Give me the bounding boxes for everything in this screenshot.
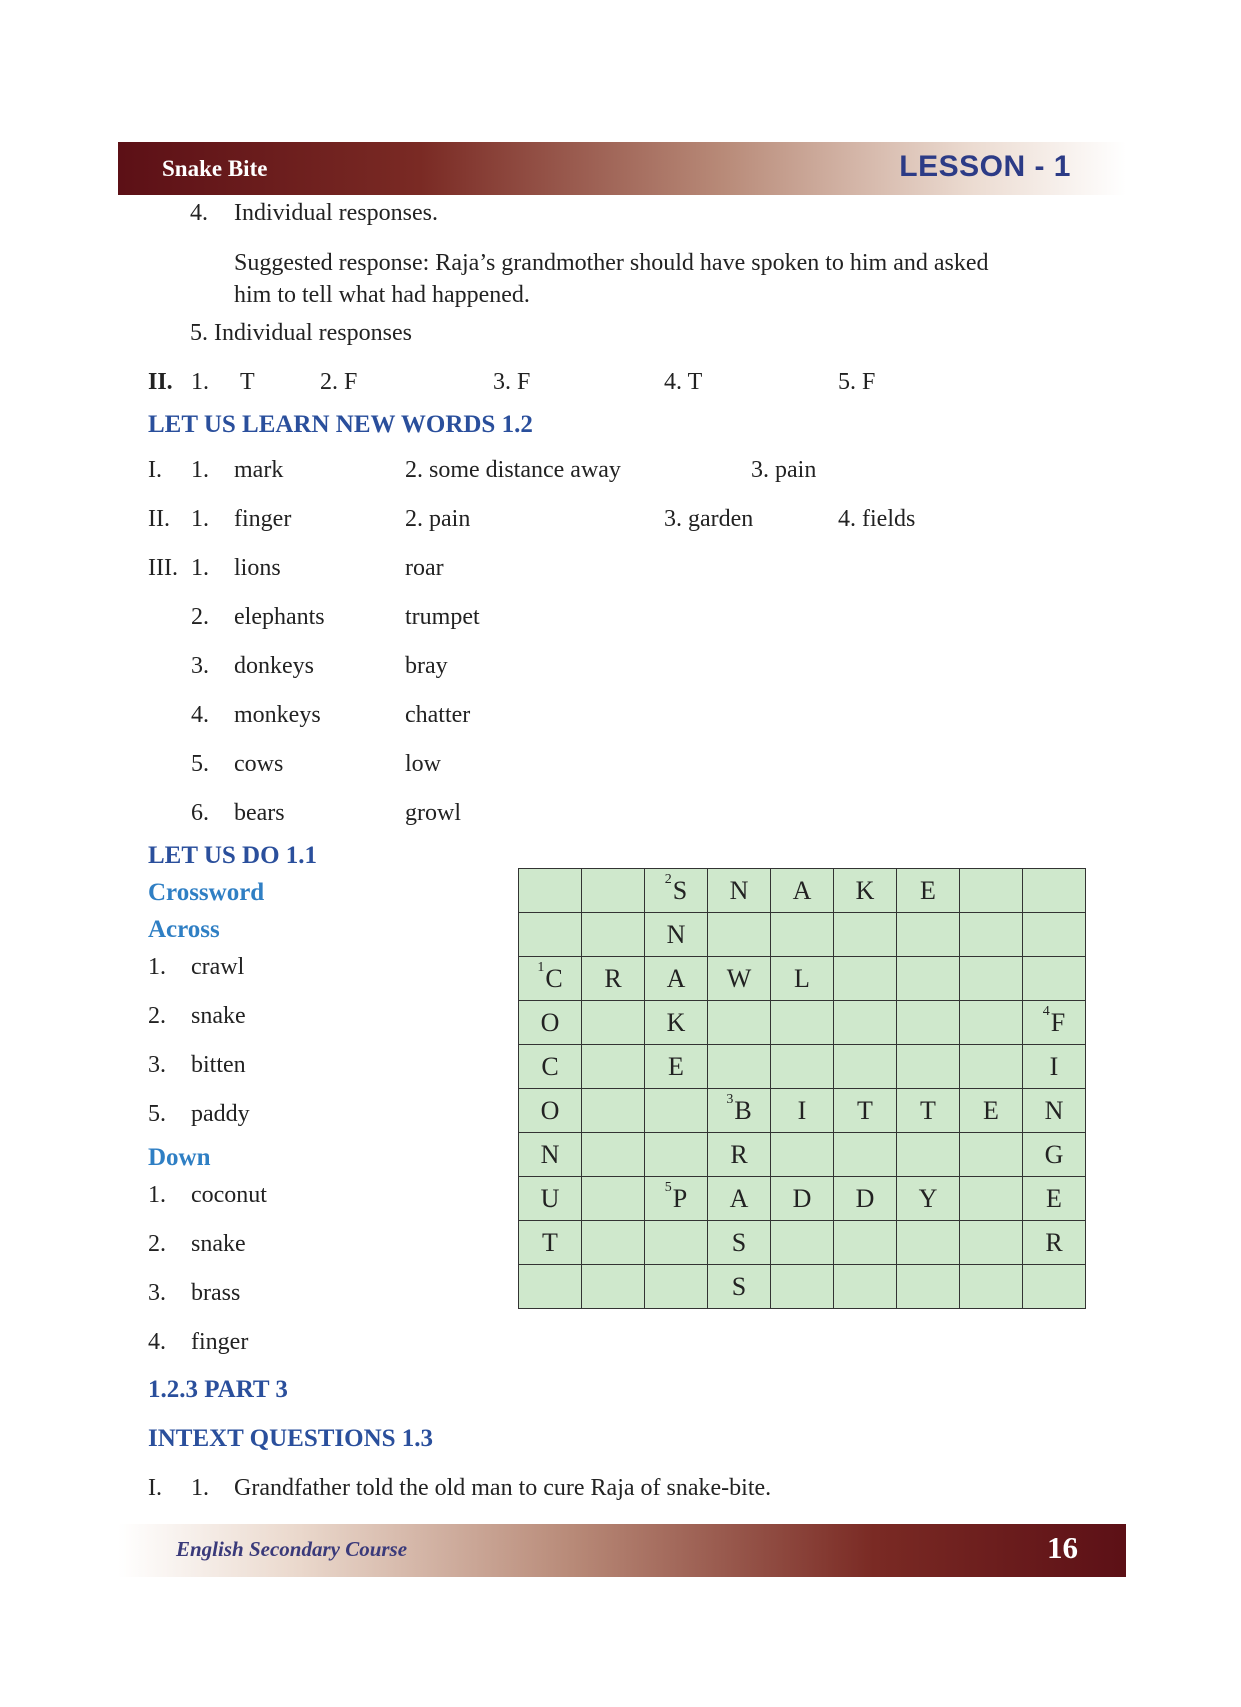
crossword-cell <box>519 1265 582 1309</box>
q4-suggested-line2: him to tell what had happened. <box>234 282 530 308</box>
course-name: English Secondary Course <box>176 1537 408 1561</box>
crossword-letter: D <box>792 1183 812 1213</box>
crossword-cell <box>834 1265 897 1309</box>
crossword-cell <box>645 1045 708 1089</box>
crossword-cell <box>1023 957 1086 1001</box>
words-III-sound: bray <box>405 653 448 679</box>
words-III-sound: trumpet <box>405 604 480 630</box>
crossword-cell <box>897 1221 960 1265</box>
crossword-row <box>519 1001 1086 1045</box>
clue-number: 2 <box>664 871 672 887</box>
section-heading-intext: INTEXT QUESTIONS 1.3 <box>148 1425 434 1452</box>
crossword-letter: C <box>541 1051 559 1081</box>
crossword-cell <box>582 913 645 957</box>
section-heading-words: LET US LEARN NEW WORDS 1.2 <box>148 411 533 438</box>
crossword-cell <box>834 1221 897 1265</box>
crossword-cell <box>582 1045 645 1089</box>
words-III-animal: bears <box>234 800 285 826</box>
across-clue-word: bitten <box>191 1052 246 1078</box>
words-III-num: 5. <box>191 751 209 777</box>
crossword-row <box>519 1265 1086 1309</box>
words-II-label: II. <box>148 506 170 532</box>
down-clue-word: snake <box>191 1231 246 1257</box>
crossword-cell <box>960 1221 1023 1265</box>
crossword-cell <box>834 869 897 913</box>
down-clue-word: brass <box>191 1280 241 1306</box>
across-clue-num: 1. <box>148 954 166 980</box>
crossword-cell <box>519 1177 582 1221</box>
crossword-cell <box>1023 1265 1086 1309</box>
tf-answer5: 5. F <box>838 369 876 395</box>
crossword-cell <box>897 1133 960 1177</box>
crossword-cell <box>960 1001 1023 1045</box>
down-clue-num: 1. <box>148 1182 166 1208</box>
crossword-cell <box>897 869 960 913</box>
crossword-cell <box>582 1177 645 1221</box>
across-heading: Across <box>148 916 220 943</box>
intext-answer: Grandfather told the old man to cure Raja of snake-bite. <box>234 1475 772 1501</box>
crossword-letter: W <box>726 963 752 993</box>
crossword-cell <box>1023 1221 1086 1265</box>
crossword-cell <box>897 1045 960 1089</box>
crossword-cell <box>645 913 708 957</box>
crossword-cell <box>645 869 708 913</box>
crossword-letter: R <box>730 1139 748 1169</box>
words-II-answer4: 4. fields <box>838 506 916 532</box>
crossword-cell <box>1023 1045 1086 1089</box>
words-I-answer1: mark <box>234 457 284 483</box>
crossword-row <box>519 1045 1086 1089</box>
crossword-letter: A <box>792 875 812 905</box>
crossword-cell <box>582 1221 645 1265</box>
crossword-cell <box>519 1133 582 1177</box>
crossword-cell <box>771 1133 834 1177</box>
crossword-letter: B <box>734 1095 752 1125</box>
crossword-cell <box>645 1001 708 1045</box>
crossword-letter: S <box>731 1227 747 1257</box>
words-III-animal: elephants <box>234 604 325 630</box>
crossword-cell <box>834 1045 897 1089</box>
crossword-cell <box>960 913 1023 957</box>
crossword-cell <box>1023 1001 1086 1045</box>
crossword-letter: T <box>857 1095 873 1125</box>
words-II-num: 1. <box>191 506 209 532</box>
crossword-cell <box>519 1045 582 1089</box>
crossword-cell <box>708 1001 771 1045</box>
crossword-cell <box>708 1089 771 1133</box>
crossword-cell <box>834 1133 897 1177</box>
words-I-answer3: 3. pain <box>751 457 817 483</box>
crossword-grid <box>518 868 1086 1309</box>
words-I-label: I. <box>148 457 162 483</box>
across-clue-num: 3. <box>148 1052 166 1078</box>
words-III-num: 1. <box>191 555 209 581</box>
crossword-cell <box>582 869 645 913</box>
crossword-cell <box>1023 913 1086 957</box>
words-III-sound: chatter <box>405 702 471 728</box>
crossword-cell <box>897 1089 960 1133</box>
down-clue-word: finger <box>191 1329 249 1355</box>
words-III-sound: growl <box>405 800 461 826</box>
crossword-row <box>519 913 1086 957</box>
across-clue-word: snake <box>191 1003 246 1029</box>
crossword-cell <box>834 1177 897 1221</box>
crossword-letter: R <box>604 963 622 993</box>
crossword-cell <box>582 1089 645 1133</box>
crossword-cell <box>834 1089 897 1133</box>
crossword-cell <box>519 1089 582 1133</box>
across-clue-num: 5. <box>148 1101 166 1127</box>
crossword-cell <box>645 1265 708 1309</box>
crossword-cell <box>708 1265 771 1309</box>
crossword-cell <box>771 957 834 1001</box>
crossword-cell <box>645 957 708 1001</box>
words-I-num: 1. <box>191 457 209 483</box>
crossword-row <box>519 1089 1086 1133</box>
crossword-cell <box>960 869 1023 913</box>
crossword-letter: N <box>1044 1095 1064 1125</box>
crossword-cell <box>582 957 645 1001</box>
crossword-letter: E <box>920 875 936 905</box>
words-II-answer3: 3. garden <box>664 506 754 532</box>
page-number: 16 <box>1047 1530 1078 1565</box>
crossword-letter: F <box>1050 1007 1066 1037</box>
words-III-num: 4. <box>191 702 209 728</box>
q4-text: Individual responses. <box>234 200 438 226</box>
crossword-cell <box>519 913 582 957</box>
crossword-cell <box>519 1221 582 1265</box>
crossword-cell <box>960 957 1023 1001</box>
crossword-cell <box>1023 1177 1086 1221</box>
tf-label: II. <box>148 369 173 395</box>
chapter-title: Snake Bite <box>162 156 268 181</box>
crossword-cell <box>645 1177 708 1221</box>
crossword-cell <box>771 1221 834 1265</box>
crossword-letter: T <box>542 1227 558 1257</box>
crossword-cell <box>897 1177 960 1221</box>
crossword-cell <box>1023 1133 1086 1177</box>
words-III-animal: monkeys <box>234 702 321 728</box>
section-heading-do: LET US DO 1.1 <box>148 842 318 869</box>
words-III-sound: low <box>405 751 441 777</box>
crossword-cell <box>645 1221 708 1265</box>
crossword-letter: I <box>797 1095 807 1125</box>
q5-text: 5. Individual responses <box>190 320 412 346</box>
crossword-cell <box>771 1045 834 1089</box>
crossword-cell <box>708 1177 771 1221</box>
tf-answer3: 3. F <box>493 369 531 395</box>
down-clue-num: 3. <box>148 1280 166 1306</box>
q4-suggested-line1: Suggested response: Raja’s grandmother should have spoken to him and asked <box>234 250 989 276</box>
words-III-animal: cows <box>234 751 284 777</box>
intext-label: I. <box>148 1475 162 1501</box>
crossword-row <box>519 957 1086 1001</box>
crossword-cell <box>708 957 771 1001</box>
lesson-label: LESSON - 1 <box>899 150 1071 183</box>
crossword-cell <box>960 1089 1023 1133</box>
clue-number: 5 <box>664 1179 672 1195</box>
words-III-num: 3. <box>191 653 209 679</box>
crossword-cell <box>771 1177 834 1221</box>
tf-answer1: T <box>240 369 255 395</box>
section-heading-part3: 1.2.3 PART 3 <box>148 1376 288 1403</box>
crossword-cell <box>582 1133 645 1177</box>
crossword-cell <box>834 957 897 1001</box>
crossword-cell <box>645 1133 708 1177</box>
crossword-cell <box>708 1133 771 1177</box>
crossword-letter: R <box>1045 1227 1063 1257</box>
down-heading: Down <box>148 1144 211 1171</box>
crossword-cell <box>834 913 897 957</box>
words-III-animal: lions <box>234 555 281 581</box>
crossword-cell <box>582 1265 645 1309</box>
crossword-letter: S <box>731 1271 747 1301</box>
words-III-num: 2. <box>191 604 209 630</box>
crossword-letter: S <box>672 875 688 905</box>
crossword-cell <box>771 1001 834 1045</box>
crossword-cell <box>708 869 771 913</box>
crossword-cell <box>1023 869 1086 913</box>
q4-number: 4. <box>190 200 208 226</box>
clue-number: 3 <box>726 1091 734 1107</box>
across-clue-word: paddy <box>191 1101 250 1127</box>
crossword-letter: D <box>855 1183 875 1213</box>
crossword-cell <box>897 1001 960 1045</box>
across-clue-num: 2. <box>148 1003 166 1029</box>
crossword-letter: O <box>540 1095 560 1125</box>
down-clue-num: 4. <box>148 1329 166 1355</box>
crossword-cell <box>582 1001 645 1045</box>
crossword-letter: N <box>540 1139 560 1169</box>
crossword-letter: N <box>666 919 686 949</box>
crossword-letter: C <box>545 963 563 993</box>
crossword-cell <box>708 1221 771 1265</box>
crossword-letter: L <box>794 963 810 993</box>
crossword-cell <box>897 957 960 1001</box>
intext-num: 1. <box>191 1475 209 1501</box>
crossword-row <box>519 869 1086 913</box>
crossword-letter: I <box>1049 1051 1059 1081</box>
clue-number: 1 <box>537 959 545 975</box>
crossword-row <box>519 1221 1086 1265</box>
words-III-sound: roar <box>405 555 444 581</box>
crossword-cell <box>519 1001 582 1045</box>
crossword-cell <box>645 1089 708 1133</box>
crossword-letter: U <box>540 1183 560 1213</box>
crossword-cell <box>960 1177 1023 1221</box>
crossword-letter: P <box>672 1183 688 1213</box>
crossword-cell <box>960 1045 1023 1089</box>
down-clue-word: coconut <box>191 1182 267 1208</box>
crossword-letter: K <box>666 1007 686 1037</box>
crossword-cell <box>897 1265 960 1309</box>
words-III-num: 6. <box>191 800 209 826</box>
crossword-row <box>519 1133 1086 1177</box>
crossword-cell <box>897 913 960 957</box>
crossword-letter: E <box>668 1051 684 1081</box>
crossword-letter: E <box>1046 1183 1062 1213</box>
crossword-letter: A <box>729 1183 749 1213</box>
crossword-cell <box>771 1089 834 1133</box>
crossword-cell <box>708 1045 771 1089</box>
crossword-cell <box>1023 1089 1086 1133</box>
crossword-cell <box>960 1133 1023 1177</box>
crossword-heading: Crossword <box>148 879 265 906</box>
crossword-cell <box>519 957 582 1001</box>
crossword-cell <box>960 1265 1023 1309</box>
crossword-cell <box>771 1265 834 1309</box>
crossword-letter: T <box>920 1095 936 1125</box>
tf-answer4: 4. T <box>664 369 703 395</box>
crossword-cell <box>834 1001 897 1045</box>
across-clue-word: crawl <box>191 954 245 980</box>
crossword-letter: Y <box>918 1183 938 1213</box>
crossword-letter: A <box>666 963 686 993</box>
words-I-answer2: 2. some distance away <box>405 457 621 483</box>
down-clue-num: 2. <box>148 1231 166 1257</box>
words-III-label: III. <box>148 555 178 581</box>
tf-answer2: 2. F <box>320 369 358 395</box>
crossword-letter: K <box>855 875 875 905</box>
crossword-letter: O <box>540 1007 560 1037</box>
crossword-letter: G <box>1044 1139 1064 1169</box>
crossword-letter: E <box>983 1095 999 1125</box>
words-II-answer1: finger <box>234 506 292 532</box>
crossword-letter: N <box>729 875 749 905</box>
words-III-animal: donkeys <box>234 653 314 679</box>
crossword-cell <box>771 869 834 913</box>
tf-num1: 1. <box>191 369 209 395</box>
crossword-cell <box>771 913 834 957</box>
crossword-cell <box>708 913 771 957</box>
words-II-answer2: 2. pain <box>405 506 471 532</box>
crossword-cell <box>519 869 582 913</box>
crossword-row <box>519 1177 1086 1221</box>
clue-number: 4 <box>1042 1003 1050 1019</box>
